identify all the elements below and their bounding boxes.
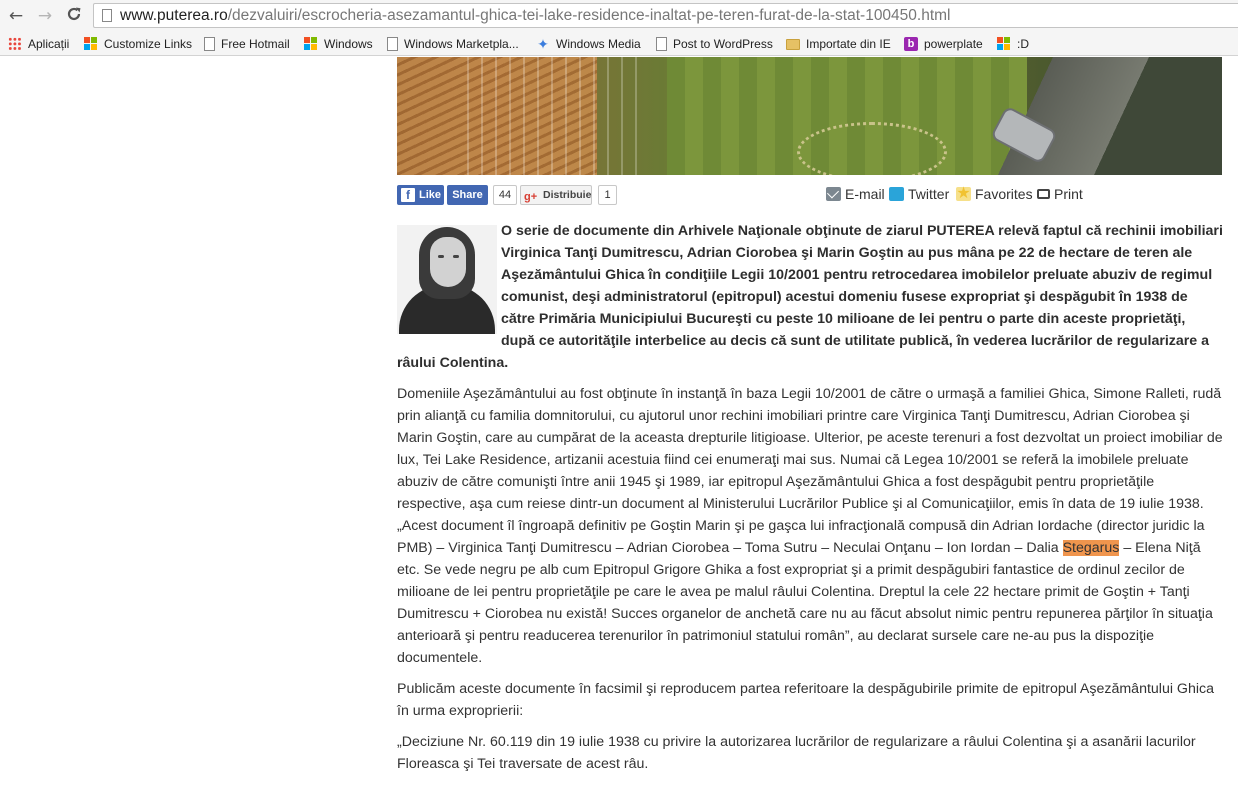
url-text[interactable] [120, 7, 951, 25]
facebook-share-button[interactable] [447, 185, 488, 205]
hero-deck-rails [467, 57, 637, 175]
email-label: E-mail [845, 186, 885, 202]
hero-road [957, 57, 1222, 175]
bookmark-label: Aplicații [28, 36, 70, 51]
printer-icon [1037, 189, 1050, 199]
print-link[interactable] [1037, 186, 1083, 202]
address-bar[interactable] [93, 3, 1238, 28]
page-icon [204, 37, 215, 51]
bookmark-free-hotmail[interactable] [204, 35, 290, 52]
facebook-icon: f [401, 188, 415, 202]
apps-icon [8, 37, 22, 51]
page-icon [656, 37, 667, 51]
url-path: /dezvaluiri/escrocheria-asezamantul-ghica-tei-lake-residence-inaltat-pe-teren-furat-de-la-stat-100450.html [227, 7, 951, 24]
share-label: Share [452, 189, 483, 201]
forward-arrow-icon[interactable]: → [37, 6, 53, 26]
folder-icon [786, 39, 800, 50]
page-icon [387, 37, 398, 51]
search-highlight: Stegarus [1062, 540, 1120, 556]
bookmark-label: Customize Links [104, 36, 193, 51]
facebook-share-count: 44 [493, 185, 517, 205]
article-paragraph: Publicăm aceste documente în facsimil şi reproducem partea referitoare la despăgubirile primite de epitropul Aşezământului Ghica în urma exproprierii: [397, 681, 1214, 719]
bookmark-label: Post to WordPress [673, 36, 773, 51]
bookmarks-bar [0, 31, 1238, 56]
twitter-link[interactable] [889, 186, 949, 202]
star-icon: ★ [956, 185, 971, 202]
page-icon [102, 9, 112, 22]
browser-toolbar [0, 0, 1238, 31]
email-link[interactable] [826, 186, 885, 202]
paragraph-text: Domeniile Aşezământului au fost obţinute în instanţă în baza Legii 10/2001 de către o urmaşă a familiei Ghica, Simone Ralleti, rudă prin alianţă cu familia domnitorului, cu ajutorul unor rechini imobiliari printre care Virginica Tanţi Dumitrescu, Adrian Ciorobea şi Marin Goştin, care au cumpărat de la aceasta drepturile litigioase. Ulterior, pe aceste terenuri a fost dezvoltat un proiect imobiliar de lux, Tei Lake Residence, artizanii acestuia fiind cei enumeraţi mai sus. Numai că Legea 10/2001 se referă la imobilele preluate abuziv de către comunişti între anii 1945 şi 1989, iar epitropul Aşezământului Ghica a fost despăgubit pentru proprietăţile respective, aşa cum reiese dintr-un document al Ministerului Lucrărilor Publice şi al Comunicaţiilor, emis în data de 19 iulie 1938. „Acest document îl îngroapă definitiv pe Goştin Marin şi pe gaşca lui infracţională compusă din Adrian Iordache (director juridic la PMB) – Virginica Tanţi Dumitrescu – Adrian Ciorobea – Toma Sutru – Neculai Onţanu – Ion Iordan – Dalia [397, 386, 1223, 556]
share-toolbar [397, 185, 1222, 207]
bookmark-label: Windows [324, 36, 373, 51]
print-label: Print [1054, 186, 1083, 202]
bookmark-label: Windows Marketpla... [404, 36, 519, 51]
article-lead [397, 220, 1223, 374]
favorites-label: Favorites [975, 186, 1033, 202]
paragraph-text: – Elena Niţă etc. Se vede negru pe alb cum Epitropul Grigore Ghika a fost expropriat şi a primit despăgubiri fantastice de ordinul zecilor de milioane de lei pentru proprietăţile pe care le avea pe malul râului Colentina. Dreptul la cele 22 hectare primit de Goştin + Tanţi Dumitrescu + Ciorobea nu există! Succes organelor de anchetă care nu au făcut absolut nimic pentru repunerea părţilor în situaţia anterioară şi pentru readucerea terenurilor în patrimoniul statului român”, au declarat sursele care ne-au pus la dispoziţie documentele. [397, 540, 1213, 666]
bookmark-smiley[interactable] [997, 35, 1029, 52]
windows-media-icon: ✦ [537, 35, 549, 52]
lead-text: O serie de documente din Arhivele Naţionale obţinute de ziarul PUTEREA relevă faptul că rechinii imobiliari Virginica Tanţi Dumitrescu, Adrian Ciorobea şi Marin Goştin au pus mâna pe 22 de hectare de teren ale Aşezământului Ghica în condiţiile Legii 10/2001 pentru retrocedarea imobilelor preluate abuziv de regimul comunist, deşi administratorul (epitropul) acestui domeniu fusese expropriat şi despăgubit în 1938 de către Primăria Municipiului Bucureşti cu peste 10 milioane de lei pentru o parte din aceste proprietăţi, după ce autorităţile interbelice au decis că sunt de utilitate publică, în vederea lucrărilor de regularizare a râului Colentina. [397, 223, 1223, 371]
bookmark-importate-din-ie[interactable] [786, 35, 891, 52]
back-arrow-icon[interactable]: ← [8, 6, 24, 26]
bookmark-powerplate[interactable] [904, 35, 983, 52]
bookmark-label: :D [1017, 36, 1029, 51]
google-plus-icon: g+ [524, 191, 538, 203]
article-body [397, 220, 1223, 784]
twitter-icon [889, 187, 904, 201]
bookmark-customize-links[interactable] [84, 35, 192, 52]
reload-glyph [65, 5, 83, 23]
article-paragraph: „Deciziune Nr. 60.119 din 19 iulie 1938 cu privire la autorizarea lucrărilor de regularizare a râului Colentina şi a asanării lacurilor Floreasca şi Tei traversate de acest râu. [397, 734, 1196, 772]
reload-icon[interactable] [63, 5, 85, 27]
bookmark-label: Free Hotmail [221, 36, 290, 51]
bookmark-aplicatii[interactable] [8, 35, 69, 52]
gplus-label: Distribuie [543, 189, 592, 201]
bookmark-windows[interactable] [304, 35, 373, 52]
b-icon: b [904, 37, 918, 51]
facebook-like-button[interactable] [397, 185, 444, 205]
article-paragraph [397, 383, 1223, 669]
twitter-label: Twitter [908, 186, 950, 202]
like-label: Like [419, 189, 442, 201]
email-icon [826, 187, 841, 201]
photo-spacer [397, 220, 501, 332]
url-host: www.puterea.ro [120, 7, 228, 24]
bookmark-label: Importate din IE [806, 36, 891, 51]
bookmark-windows-media[interactable] [536, 35, 641, 52]
bookmark-label: Windows Media [556, 36, 641, 51]
windows-icon [997, 37, 1011, 51]
favorites-link[interactable] [956, 186, 1033, 202]
bookmark-post-to-wordpress[interactable] [656, 35, 773, 52]
google-plus-count: 1 [598, 185, 617, 205]
hero-path [797, 122, 947, 175]
google-plus-share-button[interactable] [520, 185, 592, 205]
bookmark-windows-marketplace[interactable] [387, 35, 519, 52]
article-hero-image [397, 57, 1222, 175]
bookmark-label: powerplate [924, 36, 983, 51]
windows-icon [304, 37, 318, 51]
windows-icon [84, 37, 98, 51]
